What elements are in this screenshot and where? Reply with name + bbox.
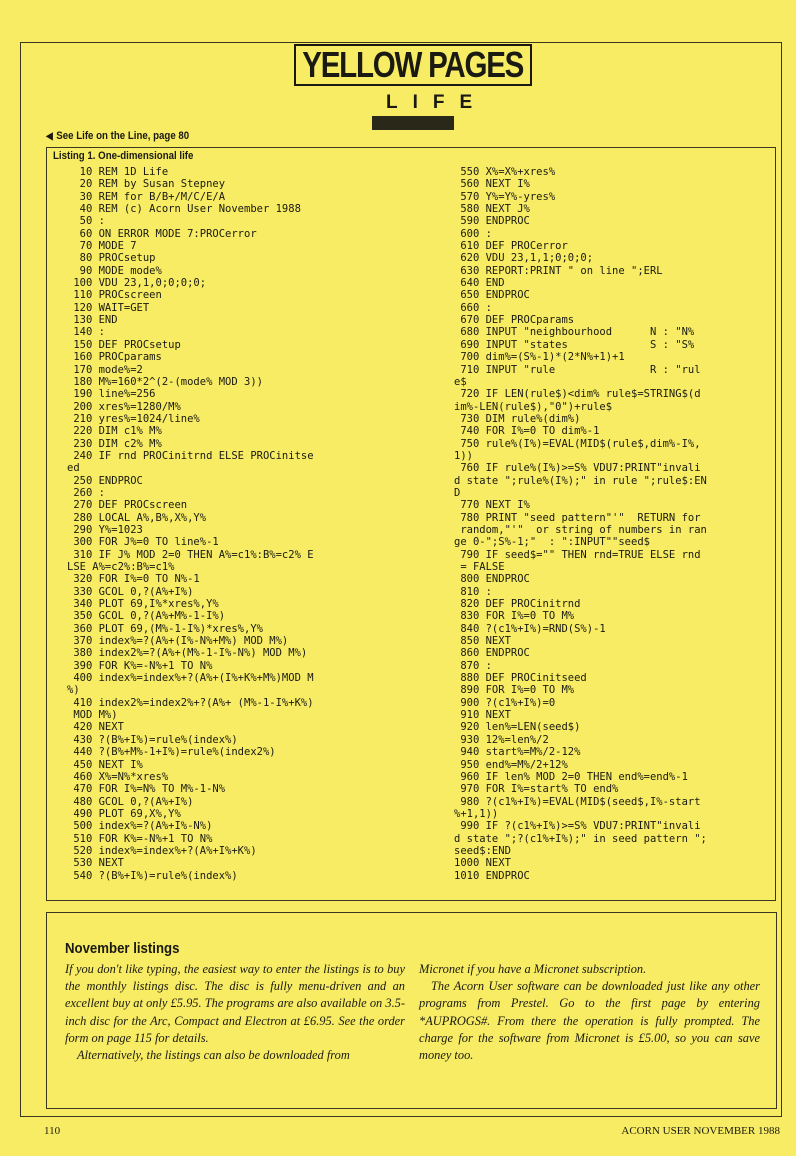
code-line: 320 FOR I%=0 TO N%-1 xyxy=(67,573,200,586)
code-line: 130 END xyxy=(67,314,118,327)
code-line: 400 index%=index%+?(A%+(I%+K%+M%)MOD M xyxy=(67,672,314,685)
code-line: 800 ENDPROC xyxy=(454,573,530,586)
code-line: 990 IF ?(c1%+I%)>=S% VDU7:PRINT"invali xyxy=(454,820,701,833)
code-line: 530 NEXT xyxy=(67,857,124,870)
code-line: 260 : xyxy=(67,486,105,499)
code-line: ge 0-";S%-1;" : ":INPUT""seed$ xyxy=(454,536,650,549)
code-line: 840 ?(c1%+I%)=RND(S%)-1 xyxy=(454,622,606,635)
code-line: 270 DEF PROCscreen xyxy=(67,499,188,512)
code-line: 180 M%=160*2^(2-(mode% MOD 3)) xyxy=(67,375,263,388)
code-line: 670 DEF PROCparams xyxy=(454,314,575,327)
code-line: 630 REPORT:PRINT " on line ";ERL xyxy=(454,264,663,277)
code-line: 480 GCOL 0,?(A%+I%) xyxy=(67,795,194,808)
code-line: 680 INPUT "neighbourhood N : "N% xyxy=(454,326,695,339)
code-line: d state ";?(c1%+I%);" in seed pattern "; xyxy=(454,832,707,845)
listing-column-left xyxy=(67,166,314,882)
code-line: 430 ?(B%+I%)=rule%(index%) xyxy=(67,733,238,746)
code-line: 250 ENDPROC xyxy=(67,474,143,487)
code-line: %+1,1)) xyxy=(454,807,499,820)
code-line: 820 DEF PROCinitrnd xyxy=(454,598,581,611)
code-line: 780 PRINT "seed pattern"'" RETURN for xyxy=(454,511,701,524)
code-line: 720 IF LEN(rule$)<dim% rule$=STRING$(d xyxy=(454,388,701,401)
code-line: 340 PLOT 69,I%*xres%,Y% xyxy=(67,598,219,611)
code-line: 200 xres%=1280/M% xyxy=(67,400,181,413)
box-paragraph: Micronet if you have a Micronet subscription. xyxy=(419,962,647,976)
code-line: 520 index%=index%+?(A%+I%+K%) xyxy=(67,844,257,857)
code-line: 620 VDU 23,1,1;0;0;0; xyxy=(454,252,594,265)
box-paragraph: Alternatively, the listings can also be downloaded from xyxy=(77,1048,350,1063)
code-line: 360 PLOT 69,(M%-1-I%)*xres%,Y% xyxy=(67,622,263,635)
code-line: 900 ?(c1%+I%)=0 xyxy=(454,696,556,709)
code-line: 410 index2%=index2%+?(A%+ (M%-1-I%+K%) xyxy=(67,696,314,709)
code-line: 210 yres%=1024/line% xyxy=(67,412,200,425)
code-line: 90 MODE mode% xyxy=(67,264,162,277)
code-line: 970 FOR I%=start% TO end% xyxy=(454,783,619,796)
code-line: 510 FOR K%=-N%+1 TO N% xyxy=(67,832,213,845)
code-line: 880 DEF PROCinitseed xyxy=(454,672,587,685)
code-line: 150 DEF PROCsetup xyxy=(67,338,181,351)
box-title: November listings xyxy=(65,940,180,957)
code-line: 30 REM for B/B+/M/C/E/A xyxy=(67,190,226,203)
code-line: 20 REM by Susan Stepney xyxy=(67,178,226,191)
code-line: 570 Y%=Y%-yres% xyxy=(454,190,556,203)
code-line: 80 PROCsetup xyxy=(67,252,156,265)
code-line: e$ xyxy=(454,375,467,388)
code-line: 50 : xyxy=(67,215,105,228)
see-also-text: See Life on the Line, page 80 xyxy=(56,130,190,142)
code-line: 850 NEXT xyxy=(454,635,511,648)
code-line: 590 ENDPROC xyxy=(454,215,530,228)
code-line: 700 dim%=(S%-1)*(2*N%+1)+1 xyxy=(454,351,625,364)
code-line: 610 DEF PROCerror xyxy=(454,240,568,253)
code-line: 730 DIM rule%(dim%) xyxy=(454,412,581,425)
code-line: 460 X%=N%*xres% xyxy=(67,770,169,783)
code-line: 220 DIM c1% M% xyxy=(67,425,162,438)
code-line: LSE A%=c2%:B%=c1% xyxy=(67,561,175,573)
code-line: 560 NEXT I% xyxy=(454,178,530,191)
code-line: 380 index2%=?(A%+(M%-1-I%-N%) MOD M%) xyxy=(67,647,308,660)
code-line: 540 ?(B%+I%)=rule%(index%) xyxy=(67,869,238,882)
code-line: 190 line%=256 xyxy=(67,388,156,401)
code-line: 1)) xyxy=(454,449,473,462)
code-line: 760 IF rule%(I%)>=S% VDU7:PRINT"invali xyxy=(454,462,701,475)
code-line: 40 REM (c) Acorn User November 1988 xyxy=(67,203,301,216)
code-listing xyxy=(46,147,776,901)
code-line: 350 GCOL 0,?(A%+M%-1-I%) xyxy=(67,610,226,623)
code-line: 330 GCOL 0,?(A%+I%) xyxy=(67,585,194,598)
code-line: im%-LEN(rule$),"0")+rule$ xyxy=(454,400,613,413)
code-line: ed xyxy=(67,462,80,475)
code-line: 370 index%=?(A%+(I%-N%+M%) MOD M%) xyxy=(67,635,289,648)
code-line: 550 X%=X%+xres% xyxy=(454,166,556,178)
code-line: 110 PROCscreen xyxy=(67,289,162,302)
code-line: 240 IF rnd PROCinitrnd ELSE PROCinitse xyxy=(67,449,314,462)
code-line: MOD M%) xyxy=(67,709,118,722)
code-line: 930 12%=len%/2 xyxy=(454,733,549,746)
code-line: 830 FOR I%=0 TO M% xyxy=(454,610,575,623)
code-line: 980 ?(c1%+I%)=EVAL(MID$(seed$,I%-start xyxy=(454,795,701,808)
code-line: 140 : xyxy=(67,326,105,339)
code-line: 890 FOR I%=0 TO M% xyxy=(454,684,575,697)
arrow-left-icon: ◀ xyxy=(46,131,53,142)
code-line: 600 : xyxy=(454,227,492,240)
code-line: seed$:END xyxy=(454,844,511,857)
masthead xyxy=(294,44,532,86)
code-line: 450 NEXT I% xyxy=(67,758,143,771)
code-line: 310 IF J% MOD 2=0 THEN A%=c1%:B%=c2% E xyxy=(67,548,314,561)
code-line: 910 NEXT xyxy=(454,709,511,722)
code-line: 230 DIM c2% M% xyxy=(67,437,162,450)
code-line: d state ";rule%(I%);" in rule ";rule$:EN xyxy=(454,474,707,487)
code-line: 60 ON ERROR MODE 7:PROCerror xyxy=(67,227,257,240)
code-line: 280 LOCAL A%,B%,X%,Y% xyxy=(67,511,207,524)
publication-footer: ACORN USER NOVEMBER 1988 xyxy=(621,1125,780,1137)
code-line: 950 end%=M%/2+12% xyxy=(454,758,568,771)
listing-title: Listing 1. One-dimensional life xyxy=(53,150,194,162)
page-number: 110 xyxy=(44,1125,61,1137)
code-line: 750 rule%(I%)=EVAL(MID$(rule$,dim%-I%, xyxy=(454,437,701,450)
code-line: 810 : xyxy=(454,585,492,598)
listing-column-right xyxy=(454,166,707,882)
code-line: 790 IF seed$="" THEN rnd=TRUE ELSE rnd xyxy=(454,548,701,561)
code-line: 770 NEXT I% xyxy=(454,499,530,512)
code-line: 660 : xyxy=(454,301,492,314)
box-column-left xyxy=(65,961,405,1064)
code-line: 1010 ENDPROC xyxy=(454,869,530,882)
november-listings-box xyxy=(46,912,777,1109)
code-line: 300 FOR J%=0 TO line%-1 xyxy=(67,536,219,549)
box-paragraph: The Acorn User software can be downloaded just like any other programs from Prestel. Go to the first page by entering *AUPROGS#. From there the operation is fully prompted. The charge for the software from Micronet is £5.00, so you can save money too. xyxy=(419,979,760,1063)
code-line: 580 NEXT J% xyxy=(454,203,530,216)
code-line: 420 NEXT xyxy=(67,721,124,734)
code-line: 920 len%=LEN(seed$) xyxy=(454,721,581,734)
code-line: 120 WAIT=GET xyxy=(67,301,150,314)
code-line: 170 mode%=2 xyxy=(67,363,143,376)
box-column-right xyxy=(419,961,760,1064)
code-line: 860 ENDPROC xyxy=(454,647,530,660)
box-paragraph: If you don't like typing, the easiest way to enter the listings is to buy the monthly listings disc. The disc is fully menu-driven and an excellent buy at only £5.95. The programs are also available on 3.5-inch disc for the Arc, Compact and Electron at £6.95. See the order form on page 115 for details. xyxy=(65,962,405,1045)
code-line: 1000 NEXT xyxy=(454,857,511,870)
section-title: LIFE xyxy=(386,92,488,113)
code-line: = FALSE xyxy=(454,561,505,573)
masthead-title: YELLOW PAGES xyxy=(302,44,524,85)
code-line: 650 ENDPROC xyxy=(454,289,530,302)
code-line: 490 PLOT 69,X%,Y% xyxy=(67,807,181,820)
see-also-link[interactable] xyxy=(46,130,189,142)
code-line: 940 start%=M%/2-12% xyxy=(454,746,581,759)
code-line: 690 INPUT "states S : "S% xyxy=(454,338,695,351)
code-line: D xyxy=(454,486,461,499)
code-line: 290 Y%=1023 xyxy=(67,523,143,536)
code-line: 740 FOR I%=0 TO dim%-1 xyxy=(454,425,600,438)
code-line: 870 : xyxy=(454,659,492,672)
code-line: 440 ?(B%+M%-1+I%)=rule%(index2%) xyxy=(67,746,276,759)
code-line: %) xyxy=(67,684,80,697)
code-line: 10 REM 1D Life xyxy=(67,166,169,178)
code-line: 390 FOR K%=-N%+1 TO N% xyxy=(67,659,213,672)
section-bar xyxy=(372,116,454,130)
code-line: random,"'" or string of numbers in ran xyxy=(454,523,707,536)
code-line: 640 END xyxy=(454,277,505,290)
code-line: 960 IF len% MOD 2=0 THEN end%=end%-1 xyxy=(454,770,688,783)
code-line: 100 VDU 23,1,0;0;0;0; xyxy=(67,277,207,290)
code-line: 500 index%=?(A%+I%-N%) xyxy=(67,820,213,833)
code-line: 710 INPUT "rule R : "rul xyxy=(454,363,701,376)
code-line: 160 PROCparams xyxy=(67,351,162,364)
code-line: 470 FOR I%=N% TO M%-1-N% xyxy=(67,783,226,796)
code-line: 70 MODE 7 xyxy=(67,240,137,253)
